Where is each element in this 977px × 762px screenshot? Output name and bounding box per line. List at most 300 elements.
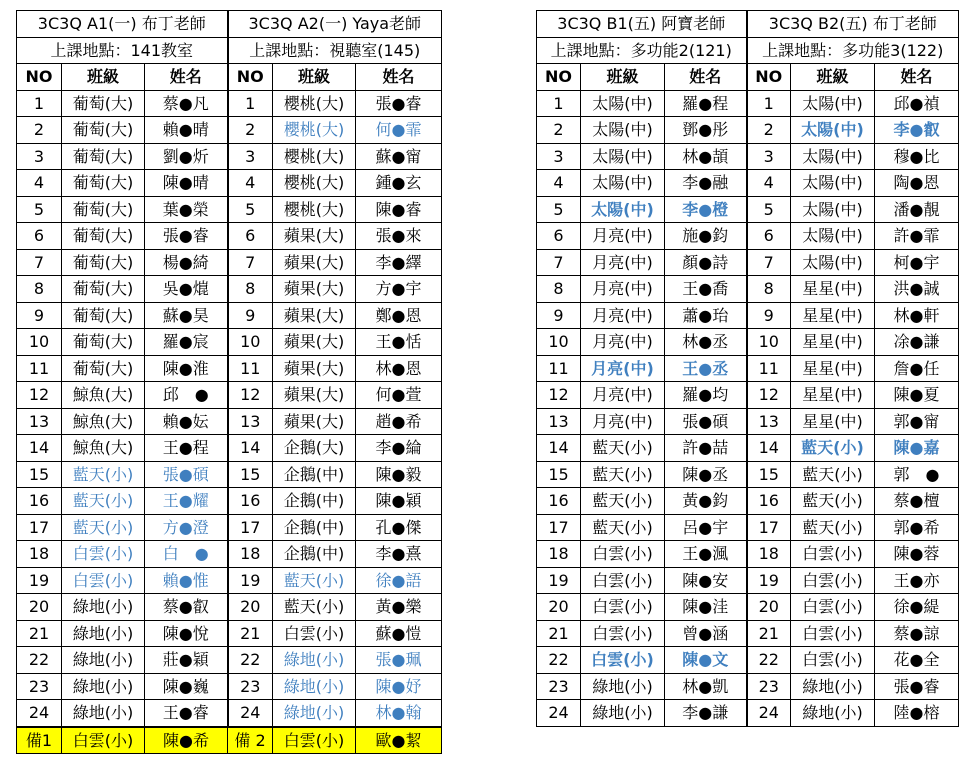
header-class: 班級 xyxy=(791,64,875,91)
header-class: 班級 xyxy=(581,64,665,91)
student-no: 13 xyxy=(537,408,581,435)
student-name: 林●軒 xyxy=(875,302,959,329)
table-row xyxy=(17,223,442,250)
student-no: 22 xyxy=(747,647,791,674)
class-name: 綠地(小) xyxy=(581,700,665,727)
class-name: 葡萄(大) xyxy=(62,196,145,223)
class-name: 白雲(小) xyxy=(581,647,665,674)
class-name: 櫻桃(大) xyxy=(273,196,356,223)
student-name: 王●恬 xyxy=(356,329,442,356)
class-name: 葡萄(大) xyxy=(62,170,145,197)
student-name: 羅●宸 xyxy=(145,329,228,356)
student-name: 徐●語 xyxy=(356,567,442,594)
student-no: 14 xyxy=(747,435,791,462)
class-name: 太陽(中) xyxy=(791,143,875,170)
student-name: 曾●涵 xyxy=(665,620,747,647)
reserve-name: 陳●希 xyxy=(145,727,228,754)
student-no: 17 xyxy=(747,514,791,541)
student-name: 賴●惟 xyxy=(145,567,228,594)
student-name: 李●橙 xyxy=(665,196,747,223)
class-name: 太陽(中) xyxy=(791,170,875,197)
class-name: 綠地(小) xyxy=(273,647,356,674)
table-row xyxy=(537,408,959,435)
student-name: 蔡●諒 xyxy=(875,620,959,647)
class-name: 白雲(小) xyxy=(581,594,665,621)
class-name: 鯨魚(大) xyxy=(62,435,145,462)
class-name: 鯨魚(大) xyxy=(62,408,145,435)
student-name: 賴●妘 xyxy=(145,408,228,435)
student-name: 邱●禎 xyxy=(875,90,959,117)
class-name: 太陽(中) xyxy=(581,90,665,117)
student-no: 24 xyxy=(537,700,581,727)
student-no: 3 xyxy=(747,143,791,170)
student-name: 陳●睿 xyxy=(356,196,442,223)
header-no: NO xyxy=(228,64,273,91)
class-name: 綠地(小) xyxy=(62,700,145,727)
student-no: 12 xyxy=(228,382,273,409)
student-no: 18 xyxy=(537,541,581,568)
class-name: 葡萄(大) xyxy=(62,329,145,356)
student-name: 張●睿 xyxy=(356,90,442,117)
class-name: 企鵝(中) xyxy=(273,541,356,568)
table-row xyxy=(537,382,959,409)
student-name: 王●喬 xyxy=(665,276,747,303)
table-row xyxy=(537,673,959,700)
class-name: 白雲(小) xyxy=(791,567,875,594)
reserve-no: 備 2 xyxy=(228,727,273,754)
student-name: 陳●蓉 xyxy=(875,541,959,568)
table-row xyxy=(17,594,442,621)
class-name: 星星(中) xyxy=(791,276,875,303)
class-name: 藍天(小) xyxy=(791,435,875,462)
table-row xyxy=(537,196,959,223)
table-row xyxy=(537,541,959,568)
class-name: 藍天(小) xyxy=(273,567,356,594)
table-row xyxy=(537,117,959,144)
student-no: 22 xyxy=(17,647,62,674)
student-no: 7 xyxy=(747,249,791,276)
table-row xyxy=(537,461,959,488)
class-name: 綠地(小) xyxy=(273,673,356,700)
student-name: 洪●誠 xyxy=(875,276,959,303)
class-name: 櫻桃(大) xyxy=(273,170,356,197)
student-name: 徐●緹 xyxy=(875,594,959,621)
student-name: 張●睿 xyxy=(145,223,228,250)
student-no: 19 xyxy=(747,567,791,594)
class-name: 櫻桃(大) xyxy=(273,117,356,144)
table-row xyxy=(17,673,442,700)
student-no: 3 xyxy=(228,143,273,170)
student-name: 李●謙 xyxy=(665,700,747,727)
table-row xyxy=(17,196,442,223)
student-name: 張●睿 xyxy=(875,673,959,700)
student-no: 8 xyxy=(747,276,791,303)
student-no: 13 xyxy=(17,408,62,435)
table-row xyxy=(537,90,959,117)
student-name: 孔●傑 xyxy=(356,514,442,541)
group-title-b2: 3C3Q B2(五) 布丁老師 xyxy=(747,11,959,38)
student-name: 林●恩 xyxy=(356,355,442,382)
header-no: NO xyxy=(537,64,581,91)
student-name: 陳●丞 xyxy=(665,461,747,488)
class-name: 蘋果(大) xyxy=(273,329,356,356)
student-name: 張●來 xyxy=(356,223,442,250)
class-name: 星星(中) xyxy=(791,408,875,435)
table-row xyxy=(537,514,959,541)
student-no: 1 xyxy=(17,90,62,117)
student-no: 2 xyxy=(537,117,581,144)
class-name: 蘋果(大) xyxy=(273,223,356,250)
roster-table-a xyxy=(16,10,442,754)
student-no: 2 xyxy=(747,117,791,144)
student-name: 黃●樂 xyxy=(356,594,442,621)
student-no: 20 xyxy=(747,594,791,621)
class-name: 月亮(中) xyxy=(581,355,665,382)
group-location-a1: 上課地點：141教室 xyxy=(17,37,228,64)
table-row xyxy=(537,276,959,303)
student-no: 10 xyxy=(747,329,791,356)
student-name: 楊●綺 xyxy=(145,249,228,276)
student-name: 蘇●昊 xyxy=(145,302,228,329)
student-no: 15 xyxy=(747,461,791,488)
student-no: 7 xyxy=(17,249,62,276)
student-no: 21 xyxy=(17,620,62,647)
student-name: 李●熹 xyxy=(356,541,442,568)
student-name: 林●頡 xyxy=(665,143,747,170)
class-name: 星星(中) xyxy=(791,382,875,409)
student-no: 24 xyxy=(228,700,273,727)
class-name: 櫻桃(大) xyxy=(273,143,356,170)
student-name: 鍾●玄 xyxy=(356,170,442,197)
student-name: 柯●宇 xyxy=(875,249,959,276)
student-no: 1 xyxy=(228,90,273,117)
student-name: 鄧●彤 xyxy=(665,117,747,144)
student-name: 陳●夏 xyxy=(875,382,959,409)
student-name: 鄭●恩 xyxy=(356,302,442,329)
roster-table-b xyxy=(536,10,959,727)
header-class: 班級 xyxy=(62,64,145,91)
class-name: 綠地(小) xyxy=(62,594,145,621)
student-name: 許●喆 xyxy=(665,435,747,462)
table-row xyxy=(17,541,442,568)
student-name: 李●繹 xyxy=(356,249,442,276)
student-no: 9 xyxy=(228,302,273,329)
student-name: 蔡●檀 xyxy=(875,488,959,515)
student-no: 10 xyxy=(537,329,581,356)
class-name: 白雲(小) xyxy=(62,541,145,568)
class-name: 葡萄(大) xyxy=(62,117,145,144)
class-name: 藍天(小) xyxy=(62,514,145,541)
student-name: 凃●謙 xyxy=(875,329,959,356)
class-name: 企鵝(中) xyxy=(273,488,356,515)
table-row xyxy=(537,620,959,647)
student-no: 17 xyxy=(17,514,62,541)
class-name: 太陽(中) xyxy=(791,90,875,117)
class-name: 藍天(小) xyxy=(273,594,356,621)
student-no: 18 xyxy=(228,541,273,568)
class-name: 藍天(小) xyxy=(791,514,875,541)
student-no: 5 xyxy=(747,196,791,223)
student-no: 2 xyxy=(228,117,273,144)
table-row xyxy=(537,249,959,276)
table-row xyxy=(17,355,442,382)
table-row xyxy=(17,302,442,329)
class-name: 蘋果(大) xyxy=(273,408,356,435)
group-title-b1: 3C3Q B1(五) 阿寶老師 xyxy=(537,11,747,38)
class-name: 綠地(小) xyxy=(62,673,145,700)
table-row xyxy=(17,329,442,356)
student-no: 14 xyxy=(228,435,273,462)
header-no: NO xyxy=(747,64,791,91)
student-no: 8 xyxy=(17,276,62,303)
class-name: 白雲(小) xyxy=(273,620,356,647)
reserve-class: 白雲(小) xyxy=(62,727,145,754)
student-name: 陳●毅 xyxy=(356,461,442,488)
table-row xyxy=(17,90,442,117)
student-name: 李●綸 xyxy=(356,435,442,462)
class-name: 企鵝(中) xyxy=(273,461,356,488)
student-name: 吳●熴 xyxy=(145,276,228,303)
student-no: 15 xyxy=(228,461,273,488)
student-no: 22 xyxy=(228,647,273,674)
class-name: 白雲(小) xyxy=(62,567,145,594)
reserve-row xyxy=(17,727,442,754)
student-name: 陳●淮 xyxy=(145,355,228,382)
student-no: 11 xyxy=(228,355,273,382)
student-no: 12 xyxy=(537,382,581,409)
student-name: 蘇●甯 xyxy=(356,143,442,170)
student-name: 蕭●珆 xyxy=(665,302,747,329)
header-class: 班級 xyxy=(273,64,356,91)
student-name: 王●渢 xyxy=(665,541,747,568)
header-no: NO xyxy=(17,64,62,91)
student-name: 呂●宇 xyxy=(665,514,747,541)
student-name: 何●霏 xyxy=(356,117,442,144)
student-no: 19 xyxy=(17,567,62,594)
table-row xyxy=(17,117,442,144)
student-name: 葉●榮 xyxy=(145,196,228,223)
student-no: 19 xyxy=(228,567,273,594)
group-title-a2: 3C3Q A2(一) Yaya老師 xyxy=(228,11,442,38)
student-no: 17 xyxy=(228,514,273,541)
class-name: 葡萄(大) xyxy=(62,223,145,250)
student-no: 14 xyxy=(17,435,62,462)
class-name: 星星(中) xyxy=(791,355,875,382)
student-name: 何●萱 xyxy=(356,382,442,409)
student-no: 18 xyxy=(747,541,791,568)
student-no: 13 xyxy=(747,408,791,435)
student-name: 張●碩 xyxy=(145,461,228,488)
student-name: 詹●任 xyxy=(875,355,959,382)
table-row xyxy=(17,461,442,488)
table-row xyxy=(17,143,442,170)
student-no: 13 xyxy=(228,408,273,435)
student-name: 莊●穎 xyxy=(145,647,228,674)
student-no: 21 xyxy=(537,620,581,647)
student-no: 20 xyxy=(17,594,62,621)
table-row xyxy=(17,408,442,435)
student-name: 陳●妤 xyxy=(356,673,442,700)
table-row xyxy=(17,276,442,303)
student-no: 3 xyxy=(537,143,581,170)
class-name: 星星(中) xyxy=(791,302,875,329)
student-no: 11 xyxy=(537,355,581,382)
student-name: 賴●晴 xyxy=(145,117,228,144)
class-name: 太陽(中) xyxy=(581,117,665,144)
class-name: 星星(中) xyxy=(791,329,875,356)
student-name: 白 ● xyxy=(145,541,228,568)
table-row xyxy=(537,647,959,674)
student-name: 林●丞 xyxy=(665,329,747,356)
student-no: 12 xyxy=(747,382,791,409)
class-name: 蘋果(大) xyxy=(273,276,356,303)
student-name: 林●凱 xyxy=(665,673,747,700)
student-no: 22 xyxy=(537,647,581,674)
student-name: 黃●鈞 xyxy=(665,488,747,515)
student-name: 蔡●叡 xyxy=(145,594,228,621)
student-name: 郭●甯 xyxy=(875,408,959,435)
student-no: 6 xyxy=(747,223,791,250)
class-name: 白雲(小) xyxy=(791,620,875,647)
student-no: 10 xyxy=(228,329,273,356)
header-name: 姓名 xyxy=(145,64,228,91)
table-row xyxy=(17,647,442,674)
class-name: 綠地(小) xyxy=(791,673,875,700)
header-name: 姓名 xyxy=(875,64,959,91)
class-name: 藍天(小) xyxy=(62,461,145,488)
student-no: 7 xyxy=(537,249,581,276)
student-no: 1 xyxy=(537,90,581,117)
student-no: 19 xyxy=(537,567,581,594)
class-name: 月亮(中) xyxy=(581,223,665,250)
student-name: 王●耀 xyxy=(145,488,228,515)
student-no: 6 xyxy=(228,223,273,250)
student-name: 郭 ● xyxy=(875,461,959,488)
table-row xyxy=(537,170,959,197)
class-name: 白雲(小) xyxy=(791,647,875,674)
roster-body-a xyxy=(17,90,442,727)
student-name: 蘇●愷 xyxy=(356,620,442,647)
table-row xyxy=(17,249,442,276)
class-name: 蘋果(大) xyxy=(273,382,356,409)
class-name: 蘋果(大) xyxy=(273,302,356,329)
student-name: 蔡●凡 xyxy=(145,90,228,117)
class-name: 葡萄(大) xyxy=(62,276,145,303)
class-name: 綠地(小) xyxy=(62,620,145,647)
student-name: 陶●恩 xyxy=(875,170,959,197)
class-name: 綠地(小) xyxy=(62,647,145,674)
student-name: 邱 ● xyxy=(145,382,228,409)
student-no: 4 xyxy=(747,170,791,197)
table-row xyxy=(17,514,442,541)
table-row xyxy=(537,567,959,594)
table-row xyxy=(537,223,959,250)
student-no: 4 xyxy=(537,170,581,197)
class-name: 葡萄(大) xyxy=(62,143,145,170)
student-name: 陸●榕 xyxy=(875,700,959,727)
student-name: 林●翰 xyxy=(356,700,442,727)
student-name: 陳●晴 xyxy=(145,170,228,197)
header-name: 姓名 xyxy=(665,64,747,91)
group-location-b2: 上課地點：多功能3(122) xyxy=(747,37,959,64)
student-no: 21 xyxy=(747,620,791,647)
student-no: 4 xyxy=(17,170,62,197)
class-name: 鯨魚(大) xyxy=(62,382,145,409)
student-no: 8 xyxy=(537,276,581,303)
class-name: 綠地(小) xyxy=(273,700,356,727)
student-no: 17 xyxy=(537,514,581,541)
reserve-name: 歐●絜 xyxy=(356,727,442,754)
class-name: 白雲(小) xyxy=(791,541,875,568)
class-name: 葡萄(大) xyxy=(62,302,145,329)
student-name: 羅●均 xyxy=(665,382,747,409)
student-name: 李●叡 xyxy=(875,117,959,144)
class-name: 太陽(中) xyxy=(791,223,875,250)
student-name: 穆●比 xyxy=(875,143,959,170)
student-no: 5 xyxy=(228,196,273,223)
table-row xyxy=(17,435,442,462)
student-no: 8 xyxy=(228,276,273,303)
class-name: 藍天(小) xyxy=(581,435,665,462)
student-no: 16 xyxy=(228,488,273,515)
class-name: 月亮(中) xyxy=(581,249,665,276)
student-no: 9 xyxy=(747,302,791,329)
class-name: 太陽(中) xyxy=(791,196,875,223)
group-location-a2: 上課地點：視聽室(145) xyxy=(228,37,442,64)
student-name: 王●程 xyxy=(145,435,228,462)
student-no: 7 xyxy=(228,249,273,276)
class-name: 藍天(小) xyxy=(581,461,665,488)
student-no: 23 xyxy=(537,673,581,700)
class-name: 藍天(小) xyxy=(791,488,875,515)
student-name: 方●澄 xyxy=(145,514,228,541)
student-name: 陳●穎 xyxy=(356,488,442,515)
table-row xyxy=(17,700,442,727)
table-row xyxy=(537,329,959,356)
student-no: 2 xyxy=(17,117,62,144)
student-name: 潘●靚 xyxy=(875,196,959,223)
student-name: 陳●安 xyxy=(665,567,747,594)
class-name: 白雲(小) xyxy=(581,620,665,647)
student-no: 16 xyxy=(537,488,581,515)
table-row xyxy=(17,488,442,515)
student-no: 4 xyxy=(228,170,273,197)
class-name: 藍天(小) xyxy=(581,488,665,515)
student-name: 張●碩 xyxy=(665,408,747,435)
student-name: 羅●程 xyxy=(665,90,747,117)
reserve-no: 備1 xyxy=(17,727,62,754)
student-no: 6 xyxy=(17,223,62,250)
class-name: 葡萄(大) xyxy=(62,355,145,382)
student-name: 陳●文 xyxy=(665,647,747,674)
header-name: 姓名 xyxy=(356,64,442,91)
class-name: 月亮(中) xyxy=(581,302,665,329)
student-no: 12 xyxy=(17,382,62,409)
student-no: 16 xyxy=(17,488,62,515)
table-row xyxy=(537,488,959,515)
class-name: 太陽(中) xyxy=(581,143,665,170)
student-name: 劉●炘 xyxy=(145,143,228,170)
table-row xyxy=(537,594,959,621)
class-name: 太陽(中) xyxy=(791,249,875,276)
student-no: 21 xyxy=(228,620,273,647)
table-row xyxy=(537,700,959,727)
class-name: 蘋果(大) xyxy=(273,249,356,276)
group-location-b1: 上課地點：多功能2(121) xyxy=(537,37,747,64)
table-row xyxy=(17,567,442,594)
student-name: 陳●洼 xyxy=(665,594,747,621)
class-name: 白雲(小) xyxy=(581,541,665,568)
